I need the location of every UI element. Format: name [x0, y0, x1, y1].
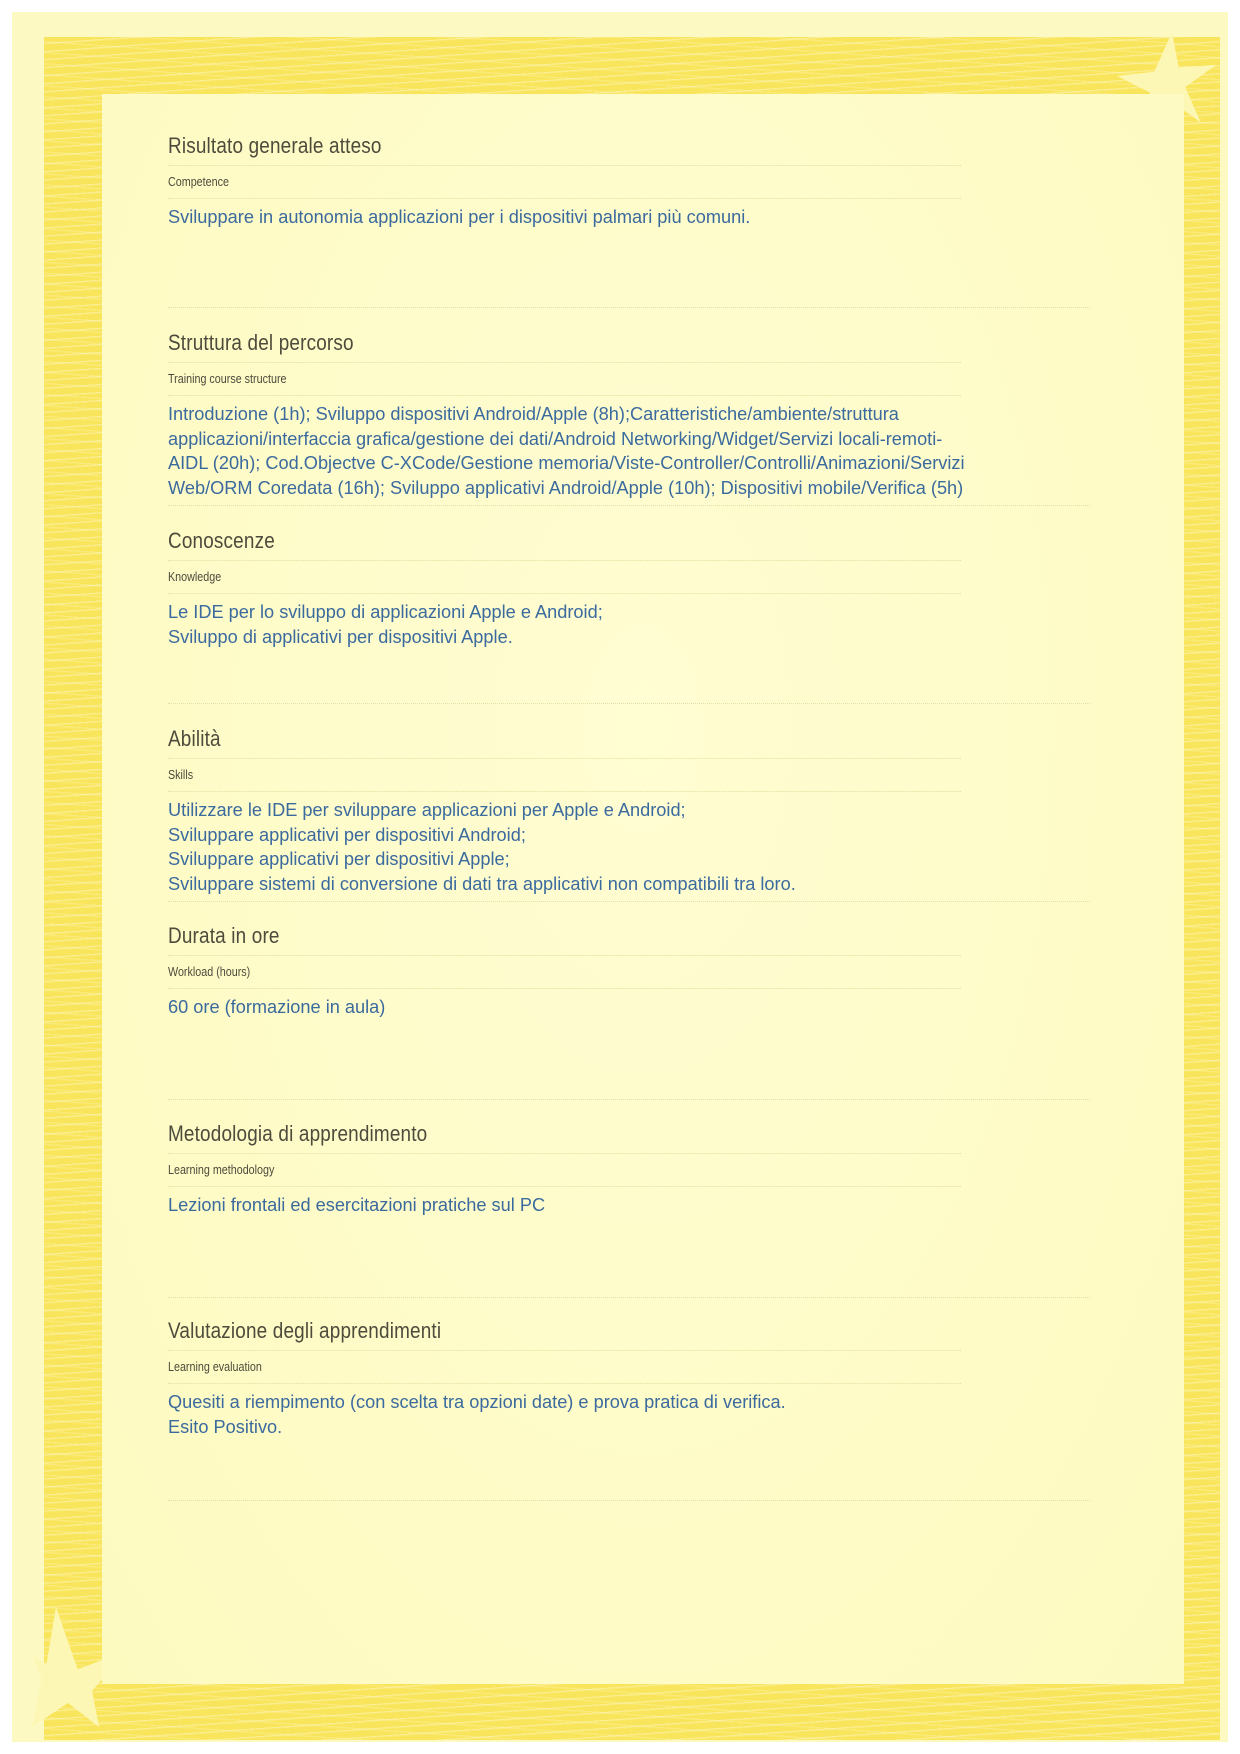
- body-line: applicazioni/interfaccia grafica/gestione dei dati/Android Networking/Widget/Servizi locali-remoti-: [168, 428, 943, 449]
- section-divider: [168, 307, 1090, 308]
- section-subtitle: Workload (hours): [168, 956, 961, 989]
- body-line: Lezioni frontali ed esercitazioni pratiche sul PC: [168, 1195, 546, 1215]
- body-line: Web/ORM Coredata (16h); Sviluppo applicativi Android/Apple (10h); Dispositivi mobile/Verifica (5h): [168, 477, 964, 498]
- section-subtitle: Learning methodology: [168, 1154, 961, 1187]
- section-title: Metodologia di apprendimento: [168, 1121, 961, 1154]
- section-divider: [168, 1500, 1090, 1501]
- section-title: Abilità: [168, 726, 961, 759]
- section-evaluation: [168, 1318, 1090, 1439]
- body-line: 60 ore (formazione in aula): [168, 997, 386, 1017]
- section-workload: [168, 923, 1090, 1020]
- section-knowledge: [168, 528, 1090, 649]
- body-line: Utilizzare le IDE per sviluppare applicazioni per Apple e Android;: [168, 800, 686, 820]
- section-body: [168, 402, 1090, 500]
- section-title: Struttura del percorso: [168, 330, 961, 363]
- section-divider: [168, 1099, 1090, 1100]
- body-line: Sviluppare applicativi per dispositivi Android;: [168, 824, 526, 845]
- body-line: Quesiti a riempimento (con scelta tra opzioni date) e prova pratica di verifica.: [168, 1392, 786, 1412]
- section-title: Risultato generale atteso: [168, 133, 961, 166]
- body-line: Esito Positivo.: [168, 1416, 283, 1437]
- body-line: Sviluppare in autonomia applicazioni per i dispositivi palmari più comuni.: [168, 207, 751, 227]
- section-title: Conoscenze: [168, 528, 961, 561]
- body-line: Le IDE per lo sviluppo di applicazioni Apple e Android;: [168, 602, 603, 622]
- body-line: Sviluppare applicativi per dispositivi Apple;: [168, 849, 510, 869]
- section-body: [168, 205, 1090, 230]
- body-line: Introduzione (1h); Sviluppo dispositivi Android/Apple (8h);Caratteristiche/ambiente/struttura: [168, 404, 899, 424]
- section-subtitle: Learning evaluation: [168, 1351, 961, 1384]
- section-subtitle: Training course structure: [168, 363, 961, 396]
- body-line: Sviluppo di applicativi per dispositivi Apple.: [168, 626, 513, 647]
- section-divider: [168, 1297, 1090, 1298]
- section-divider: [168, 505, 1090, 506]
- section-methodology: [168, 1121, 1090, 1218]
- section-subtitle: Skills: [168, 759, 961, 792]
- section-subtitle: Competence: [168, 166, 961, 199]
- section-divider: [168, 703, 1090, 704]
- section-body: [168, 995, 1090, 1020]
- section-body: [168, 798, 1090, 896]
- section-subtitle: Knowledge: [168, 561, 961, 594]
- section-body: [168, 600, 1090, 649]
- section-title: Durata in ore: [168, 923, 961, 956]
- section-body: [168, 1193, 1090, 1218]
- body-line: Sviluppare sistemi di conversione di dati tra applicativi non compatibili tra loro.: [168, 873, 796, 894]
- section-divider: [168, 901, 1090, 902]
- section-skills: [168, 726, 1090, 896]
- section-course-structure: [168, 330, 1090, 500]
- body-line: AIDL (20h); Cod.Objectve C-XCode/Gestione memoria/Viste-Controller/Controlli/Animazioni/Servizi: [168, 453, 965, 473]
- section-competence: [168, 133, 1090, 230]
- section-body: [168, 1390, 1090, 1439]
- section-title: Valutazione degli apprendimenti: [168, 1318, 961, 1351]
